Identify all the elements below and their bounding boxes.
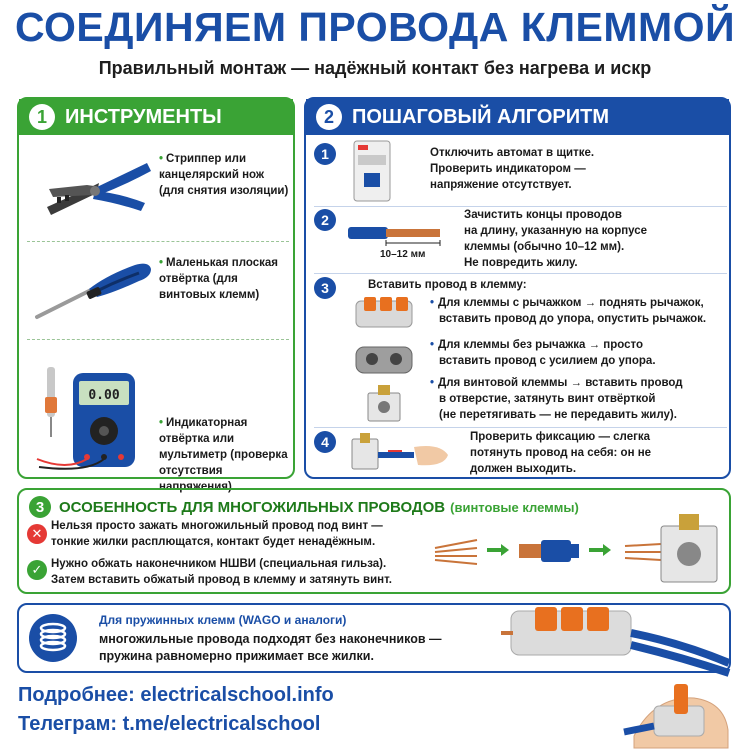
- step-3-bullet-3-line-2: в отверстие, затянуть винт отвёрткой: [439, 393, 656, 405]
- wrong-x-icon: ✕: [27, 524, 47, 544]
- footer-telegram-link[interactable]: Телеграм: t.me/electricalschool: [18, 713, 321, 735]
- step-number: 2: [314, 209, 336, 231]
- spring-text: [99, 631, 519, 665]
- step-1: [314, 139, 727, 203]
- stripped-wire-icon: [348, 217, 444, 247]
- divider: [27, 339, 289, 340]
- tool-item-screwdriver: [19, 245, 293, 335]
- algorithm-header: [306, 99, 729, 135]
- correct-check-icon: ✓: [27, 560, 47, 580]
- page-subtitle: Правильный монтаж — надёжный контакт без нагрева и искр: [98, 58, 652, 78]
- step-1-line-3: напряжение отсутствует.: [430, 179, 572, 191]
- pull-test-icon: [344, 431, 454, 475]
- step-3-bullet-1-line-1: • Для клеммы с рычажком → поднять рычажок,: [430, 295, 704, 311]
- divider: [27, 241, 289, 242]
- step-3-bullet-3-line-3: (не перетягивать — не передавить жилу).: [439, 409, 677, 421]
- tool-item-multimeter: [19, 345, 293, 493]
- step-2-line-1: Зачистить концы проводов: [464, 209, 622, 221]
- right-line-1: Нужно обжать наконечником НШВИ (специальная гильза).: [51, 558, 387, 570]
- terminal-blocks-icon: [344, 295, 424, 425]
- wago-connector-icon: [501, 603, 729, 677]
- multistrand-note: (винтовые клеммы): [450, 499, 579, 515]
- algorithm-panel: [304, 97, 731, 479]
- step-2-line-4: Не повредить жилу.: [464, 257, 578, 269]
- multistrand-panel: [17, 488, 731, 594]
- tool-desc-multimeter: • Индикаторная отвёртка или мультиметр (проверка отсутствия напряжения): [159, 415, 291, 495]
- circuit-breaker-icon: [344, 139, 400, 203]
- wrong-line-1: Нельзя просто зажать многожильный провод под винт —: [51, 520, 383, 532]
- divider: [314, 427, 727, 428]
- step-3: [314, 277, 727, 427]
- step-3-intro: Вставить провод в клемму:: [368, 279, 527, 291]
- spring-icon: [29, 614, 77, 662]
- step-3-bullet-2-line-2: вставить провод с усилием до упора.: [439, 355, 656, 367]
- spring-heading: Для пружинных клемм (WAGO и аналоги): [99, 613, 347, 627]
- step-1-line-2: Проверить индикатором —: [430, 163, 586, 175]
- spring-line-2: пружина равномерно прижимает все жилки.: [99, 649, 374, 663]
- tool-desc-stripper: • Стриппер или канцелярский нож (для снятия изоляции): [159, 151, 291, 199]
- step-number: 1: [314, 143, 336, 165]
- algorithm-heading: ПОШАГОВЫЙ АЛГОРИТМ: [352, 105, 610, 128]
- tool-item-stripper: [19, 139, 293, 239]
- spring-panel: [17, 603, 731, 673]
- step-2-line-3: клеммы (обычно 10–12 мм).: [464, 241, 625, 253]
- tools-panel: [17, 97, 295, 493]
- step-4-line-3: должен выходить.: [470, 463, 577, 475]
- step-2: [314, 209, 727, 271]
- tools-number: 1: [29, 104, 55, 130]
- step-4-line-1: Проверить фиксацию — слегка: [470, 431, 651, 443]
- spring-line-1: многожильные провода подходят без наконечников —: [99, 632, 442, 646]
- algorithm-number: 2: [316, 104, 342, 130]
- step-3-bullet-1-line-2: вставить провод до упора, опустить рычажок.: [439, 313, 707, 325]
- step-2-line-2: на длину, указанную на корпусе: [464, 225, 648, 237]
- hand-connector-icon: [624, 676, 734, 748]
- tools-heading: ИНСТРУМЕНТЫ: [65, 105, 222, 128]
- step-3-bullet-3-line-1: • Для винтовой клеммы → вставить провод: [430, 375, 683, 391]
- step-4: [314, 431, 727, 477]
- step-4-line-2: потянуть провод на себя: он не: [470, 447, 652, 459]
- strip-length-label: 10–12 мм: [380, 249, 426, 260]
- wire-stripper-icon: [27, 145, 155, 233]
- step-number: 4: [314, 431, 336, 453]
- tools-header: [19, 99, 293, 135]
- right-line-2: Затем вставить обжатый провод в клемму и затянуть винт.: [51, 574, 392, 586]
- divider: [314, 273, 727, 274]
- footer-site-link[interactable]: Подробнее: electricalschool.info: [18, 684, 334, 706]
- page-title: СОЕДИНЯЕМ ПРОВОДА КЛЕММОЙ: [14, 4, 736, 50]
- multimeter-display: 0.00: [88, 388, 120, 403]
- wrong-line-2: тонкие жилки расплющатся, контакт будет ненадёжным.: [51, 536, 376, 548]
- multimeter-icon: [27, 347, 155, 473]
- ferrule-crimping-icon: [429, 510, 725, 590]
- multistrand-heading: ОСОБЕННОСТЬ ДЛЯ МНОГОЖИЛЬНЫХ ПРОВОДОВ: [59, 498, 446, 516]
- multistrand-number: 3: [29, 496, 51, 518]
- screwdriver-icon: [27, 249, 155, 331]
- tool-desc-screwdriver: • Маленькая плоская отвёртка (для винтовых клемм): [159, 255, 291, 303]
- step-1-line-1: Отключить автомат в щитке.: [430, 147, 595, 159]
- step-number: 3: [314, 277, 336, 299]
- step-3-bullet-2-line-1: • Для клеммы без рычажка → просто: [430, 337, 643, 353]
